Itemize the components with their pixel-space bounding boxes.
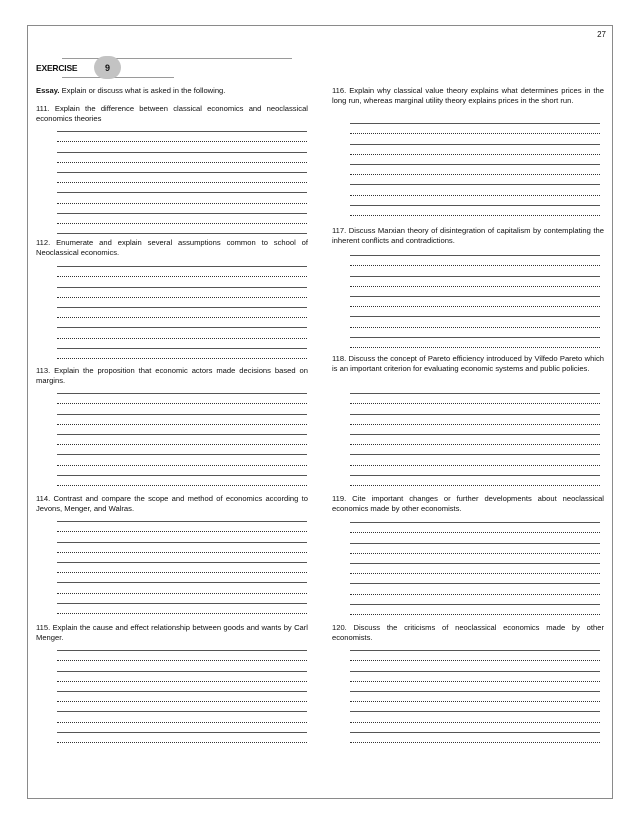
answer-line — [350, 682, 600, 692]
answer-line — [350, 455, 600, 465]
answer-lines-116 — [350, 114, 600, 216]
answer-line — [57, 318, 307, 328]
answer-line — [57, 532, 307, 542]
answer-line — [350, 134, 600, 144]
answer-line — [350, 307, 600, 317]
answer-line — [350, 435, 600, 445]
answer-line — [57, 604, 307, 614]
answer-line — [350, 338, 600, 348]
answer-line — [57, 204, 307, 214]
answer-line — [350, 185, 600, 195]
answer-line — [350, 155, 600, 165]
exercise-label: EXERCISE — [36, 63, 78, 73]
answer-line — [57, 672, 307, 682]
answer-line — [57, 224, 307, 234]
question-113: 113. Explain the proposition that economic actors made decisions based on margins. — [36, 366, 308, 385]
answer-line — [350, 712, 600, 722]
answer-line — [350, 196, 600, 206]
exercise-number-badge: 9 — [94, 56, 121, 79]
answer-line — [350, 384, 600, 394]
question-118: 118. Discuss the concept of Pareto efficiency introduced by Vilfedo Pareto which is an important criterion for evaluating economic systems and public policies. — [332, 354, 604, 373]
answer-line — [57, 277, 307, 287]
answer-line — [350, 425, 600, 435]
answer-line — [57, 193, 307, 203]
answer-line — [57, 122, 307, 132]
answer-line — [350, 533, 600, 543]
question-117: 117. Discuss Marxian theory of disintegration of capitalism by contemplating the inherent conflicts and contradictions. — [332, 226, 604, 245]
answer-line — [57, 339, 307, 349]
answer-line — [350, 145, 600, 155]
answer-line — [350, 297, 600, 307]
answer-line — [350, 206, 600, 216]
answer-line — [57, 455, 307, 465]
instructions-label: Essay. — [36, 86, 60, 95]
answer-line — [57, 214, 307, 224]
answer-line — [57, 183, 307, 193]
answer-line — [350, 415, 600, 425]
answer-line — [350, 124, 600, 134]
answer-line — [57, 349, 307, 359]
answer-line — [350, 266, 600, 276]
question-120: 120. Discuss the criticisms of neoclassical economics made by other economists. — [332, 623, 604, 642]
answer-line — [350, 114, 600, 124]
answer-line — [57, 163, 307, 173]
answer-line — [57, 553, 307, 563]
page-number: 27 — [597, 30, 606, 39]
answer-line — [57, 682, 307, 692]
answer-line — [57, 583, 307, 593]
answer-line — [57, 543, 307, 553]
answer-line — [350, 595, 600, 605]
answer-line — [350, 692, 600, 702]
answer-line — [57, 692, 307, 702]
question-111: 111. Explain the difference between classical economics and neoclassical economics theories — [36, 104, 308, 123]
answer-line — [350, 564, 600, 574]
answer-line — [57, 651, 307, 661]
answer-line — [57, 702, 307, 712]
answer-line — [57, 661, 307, 671]
answer-line — [350, 605, 600, 615]
answer-line — [350, 523, 600, 533]
answer-lines-117 — [350, 246, 600, 348]
answer-lines-111 — [57, 122, 307, 234]
question-112: 112. Enumerate and explain several assumptions common to school of Neoclassical economics. — [36, 238, 308, 257]
answer-line — [57, 445, 307, 455]
answer-line — [57, 723, 307, 733]
answer-line — [57, 142, 307, 152]
question-114: 114. Contrast and compare the scope and method of economics according to Jevons, Menger, and Walras. — [36, 494, 308, 513]
answer-lines-114 — [57, 512, 307, 614]
answer-line — [350, 165, 600, 175]
answer-line — [57, 267, 307, 277]
answer-line — [57, 257, 307, 267]
answer-line — [57, 415, 307, 425]
answer-line — [350, 404, 600, 414]
answer-line — [57, 298, 307, 308]
answer-line — [350, 175, 600, 185]
answer-line — [57, 712, 307, 722]
answer-line — [350, 513, 600, 523]
answer-line — [350, 641, 600, 651]
answer-line — [57, 641, 307, 651]
instructions — [36, 86, 225, 95]
answer-line — [350, 584, 600, 594]
answer-line — [350, 574, 600, 584]
answer-line — [350, 256, 600, 266]
answer-line — [350, 246, 600, 256]
answer-line — [350, 651, 600, 661]
answer-line — [57, 573, 307, 583]
instructions-text: Explain or discuss what is asked in the following. — [59, 86, 226, 95]
answer-line — [350, 277, 600, 287]
answer-line — [57, 394, 307, 404]
answer-line — [350, 317, 600, 327]
answer-lines-119 — [350, 513, 600, 615]
answer-line — [57, 476, 307, 486]
answer-line — [350, 733, 600, 743]
answer-line — [57, 594, 307, 604]
answer-line — [350, 445, 600, 455]
answer-lines-113 — [57, 384, 307, 486]
answer-line — [57, 522, 307, 532]
answer-line — [57, 173, 307, 183]
answer-lines-115 — [57, 641, 307, 743]
answer-line — [350, 544, 600, 554]
answer-line — [57, 733, 307, 743]
answer-line — [350, 394, 600, 404]
answer-line — [350, 702, 600, 712]
answer-line — [57, 384, 307, 394]
answer-line — [350, 661, 600, 671]
answer-line — [350, 466, 600, 476]
answer-lines-120 — [350, 641, 600, 743]
answer-line — [57, 425, 307, 435]
exercise-rule-bottom — [62, 77, 174, 78]
answer-line — [350, 476, 600, 486]
answer-line — [350, 723, 600, 733]
question-119: 119. Cite important changes or further developments about neoclassical economics made by other economists. — [332, 494, 604, 513]
answer-line — [350, 328, 600, 338]
answer-line — [57, 288, 307, 298]
answer-line — [57, 132, 307, 142]
answer-lines-112 — [57, 257, 307, 359]
answer-line — [350, 287, 600, 297]
answer-line — [57, 563, 307, 573]
answer-line — [57, 435, 307, 445]
answer-line — [350, 554, 600, 564]
answer-line — [57, 328, 307, 338]
answer-lines-118 — [350, 384, 600, 486]
question-115: 115. Explain the cause and effect relationship between goods and wants by Carl Menger. — [36, 623, 308, 642]
answer-line — [57, 153, 307, 163]
question-116: 116. Explain why classical value theory explains what determines prices in the long run, whereas marginal utility theory explains prices in the short run. — [332, 86, 604, 105]
answer-line — [57, 512, 307, 522]
answer-line — [350, 672, 600, 682]
answer-line — [57, 308, 307, 318]
answer-line — [57, 404, 307, 414]
answer-line — [57, 466, 307, 476]
